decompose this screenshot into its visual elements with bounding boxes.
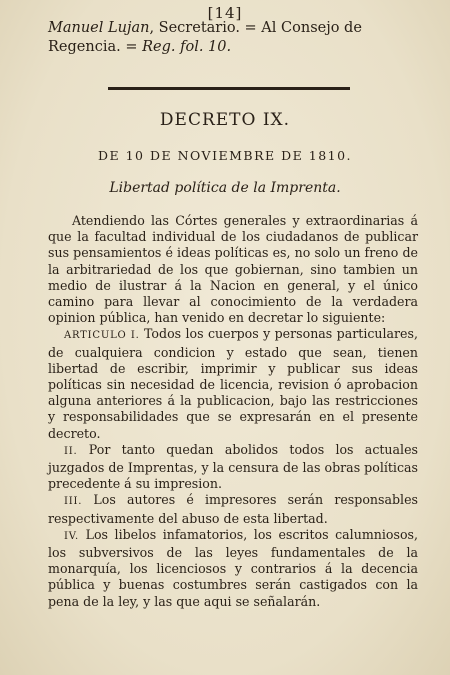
article-paragraph <box>48 527 418 610</box>
article-text: Por tanto quedan abolidos todos los actuales juzgados de Imprentas, y la censura de las obras políticas precedente á su impresion. <box>48 441 418 492</box>
header-note-reference: Reg. fol. 10. <box>142 39 232 55</box>
article-label: III. <box>64 496 83 508</box>
article-label: ARTICULO I. <box>64 330 140 342</box>
article-text: Los autores é impresores serán responsables respectivamente del abuso de esta libertad. <box>48 492 418 526</box>
header-note-text: , Secretario. = Al Consejo de Regencia. = <box>48 20 362 55</box>
article-paragraph <box>48 442 418 493</box>
article-paragraph <box>48 492 418 526</box>
article-label: II. <box>64 445 78 457</box>
divider-rule <box>108 87 350 90</box>
article-text: Los libelos infamatorios, los escritos calumniosos, los subversivos de las leyes fundamentales de la monarquía, los licenciosos y contrarios á la decencia pública y buenas costumbres serán castigados con la pena de la ley, y las que aqui se señalarán. <box>48 526 418 609</box>
article-label: IV. <box>64 530 80 542</box>
article-text: Todos los cuerpos y personas particulares, de cualquiera condicion y estado que sean, tienen libertad de escribir, imprimir y publicar sus ideas políticas sin necesidad de licencia, revision ó aprobacion alguna anteriores á la publicacion, bajo las restricciones y responsabilidades que se expresarán en el presente decreto. <box>48 326 418 441</box>
preamble-paragraph: Atendiendo las Córtes generales y extraordinarias á que la facultad individual de los ciudadanos de publicar sus pensamientos é ideas políticas es, no solo un freno de la arbitrariedad de los que gobiernan, sino tambien un medio de ilustrar á la Nacion en general, y el único camino para llevar al conocimiento de la verdadera opinion pública, han venido en decretar lo siguiente: <box>48 213 418 326</box>
decree-body <box>48 213 418 610</box>
article-paragraph <box>48 326 418 441</box>
page-number: [14] <box>207 4 243 22</box>
header-note <box>48 19 428 57</box>
decree-subtitle: Libertad política de la Imprenta. <box>109 180 341 196</box>
decree-title: DECRETO IX. <box>159 110 291 130</box>
decree-date: DE 10 DE NOVIEMBRE DE 1810. <box>97 148 353 163</box>
header-note-author: Manuel Lujan <box>48 20 150 36</box>
